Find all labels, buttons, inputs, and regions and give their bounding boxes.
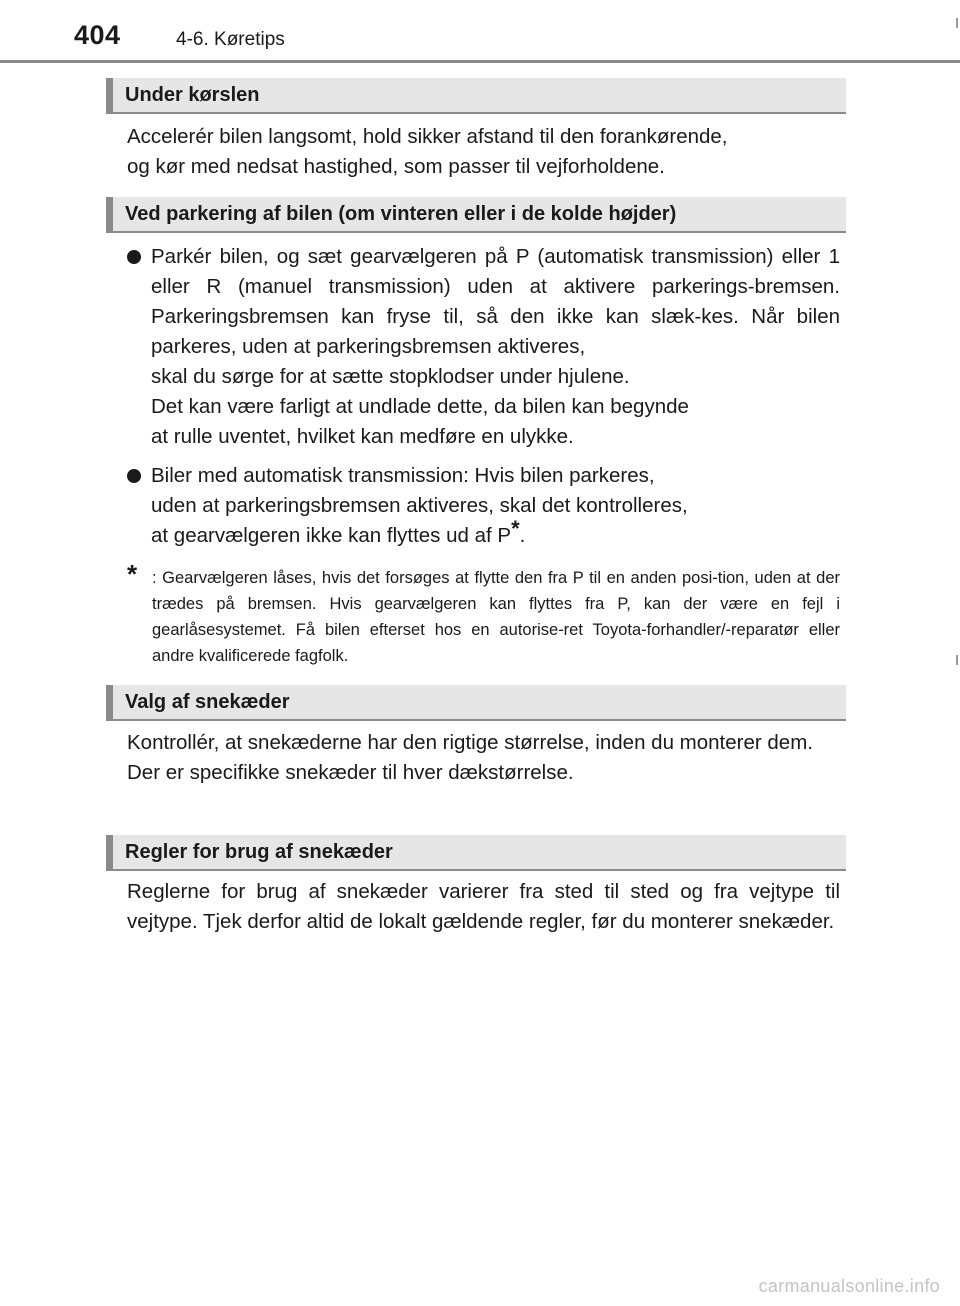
snow-chain-size-paragraph — [127, 728, 840, 788]
bullet-text-line: at rulle uventet, hvilket kan medføre en ulykke. — [151, 425, 574, 448]
margin-mark — [956, 655, 958, 665]
paragraph-line: og kør med nedsat hastighed, som passer til vejforholdene. — [127, 155, 665, 178]
section-label: 4-6. Køretips — [176, 29, 285, 50]
bullet-text-line: uden at parkeringsbremsen aktiveres, skal det kontrolleres, — [151, 494, 688, 517]
page-number: 404 — [74, 20, 121, 50]
heading-valg-snekaeder — [106, 685, 846, 721]
bullet-dot-icon — [127, 469, 141, 483]
heading-accent-bar — [106, 685, 113, 719]
paragraph-text: Kontrollér, at snekæderne har den rigtige størrelse, inden du monterer dem. — [127, 731, 813, 754]
paragraph-text: Reglerne for brug af snekæder varierer fra sted til sted og fra vejtype til vejtype. Tjek derfor altid de lokalt gældende regler, før du monterer snekæder. — [127, 880, 840, 933]
page-header — [0, 0, 960, 62]
snow-chain-rules-paragraph — [127, 877, 840, 937]
bullet-parking — [127, 242, 840, 452]
paragraph-line: Accelerér bilen langsomt, hold sikker afstand til den forankørende, — [127, 125, 728, 148]
bullet-text-line: Det kan være farligt at undlade dette, da bilen kan begynde — [151, 395, 689, 418]
heading-under-korslen — [106, 78, 846, 114]
bullet-automatic — [127, 461, 840, 551]
watermark: carmanualsonline.info — [758, 1276, 940, 1296]
driving-paragraph — [127, 122, 840, 182]
section-heading: Ved parkering af bilen (om vinteren eller i de kolde højder) — [125, 203, 677, 225]
paragraph-text: Der er specifikke snekæder til hver dækstørrelse. — [127, 761, 574, 784]
sentence-end: . — [519, 524, 526, 547]
section-heading: Valg af snekæder — [125, 691, 290, 713]
footnote-text: : Gearvælgeren låses, hvis det forsøges at flytte den fra P til en anden posi-tion, uden at der trædes på bremsen. Hvis gearvælgeren kan flyttes fra P, kan der være en fejl i gearlåsesystemet. Få bilen efterset hos en autorise-ret Toyota-forhandler/-reparatør eller andre kvalificerede fagfolk. — [152, 569, 840, 665]
footnote — [127, 559, 840, 669]
heading-accent-bar — [106, 78, 113, 112]
bullet-text-line: skal du sørge for at sætte stopklodser under hjulene. — [151, 365, 630, 388]
footnote-reference: * — [511, 516, 520, 541]
heading-regler-snekaeder — [106, 835, 846, 871]
bullet-text-line-content: at gearvælgeren ikke kan flyttes ud af P — [151, 524, 512, 547]
footnote-asterisk: * — [127, 559, 138, 589]
bullet-text: Parkér bilen, og sæt gearvælgeren på P (automatisk transmission) eller 1 eller R (manuel transmission) uden at aktivere parkerings-bremsen. Parkeringsbremsen kan fryse til, så den ikke kan slæk-kes. Når bilen parkeres, uden at parkeringsbremsen aktiveres, — [151, 245, 840, 358]
bullet-text-line — [151, 516, 840, 551]
header-divider — [0, 60, 960, 63]
section-heading: Under kørslen — [125, 84, 260, 106]
bullet-dot-icon — [127, 250, 141, 264]
section-heading: Regler for brug af snekæder — [125, 841, 393, 863]
heading-accent-bar — [106, 197, 113, 231]
bullet-text-line: Biler med automatisk transmission: Hvis bilen parkeres, — [151, 464, 655, 487]
margin-mark — [956, 18, 958, 28]
heading-parkering — [106, 197, 846, 233]
heading-accent-bar — [106, 835, 113, 869]
